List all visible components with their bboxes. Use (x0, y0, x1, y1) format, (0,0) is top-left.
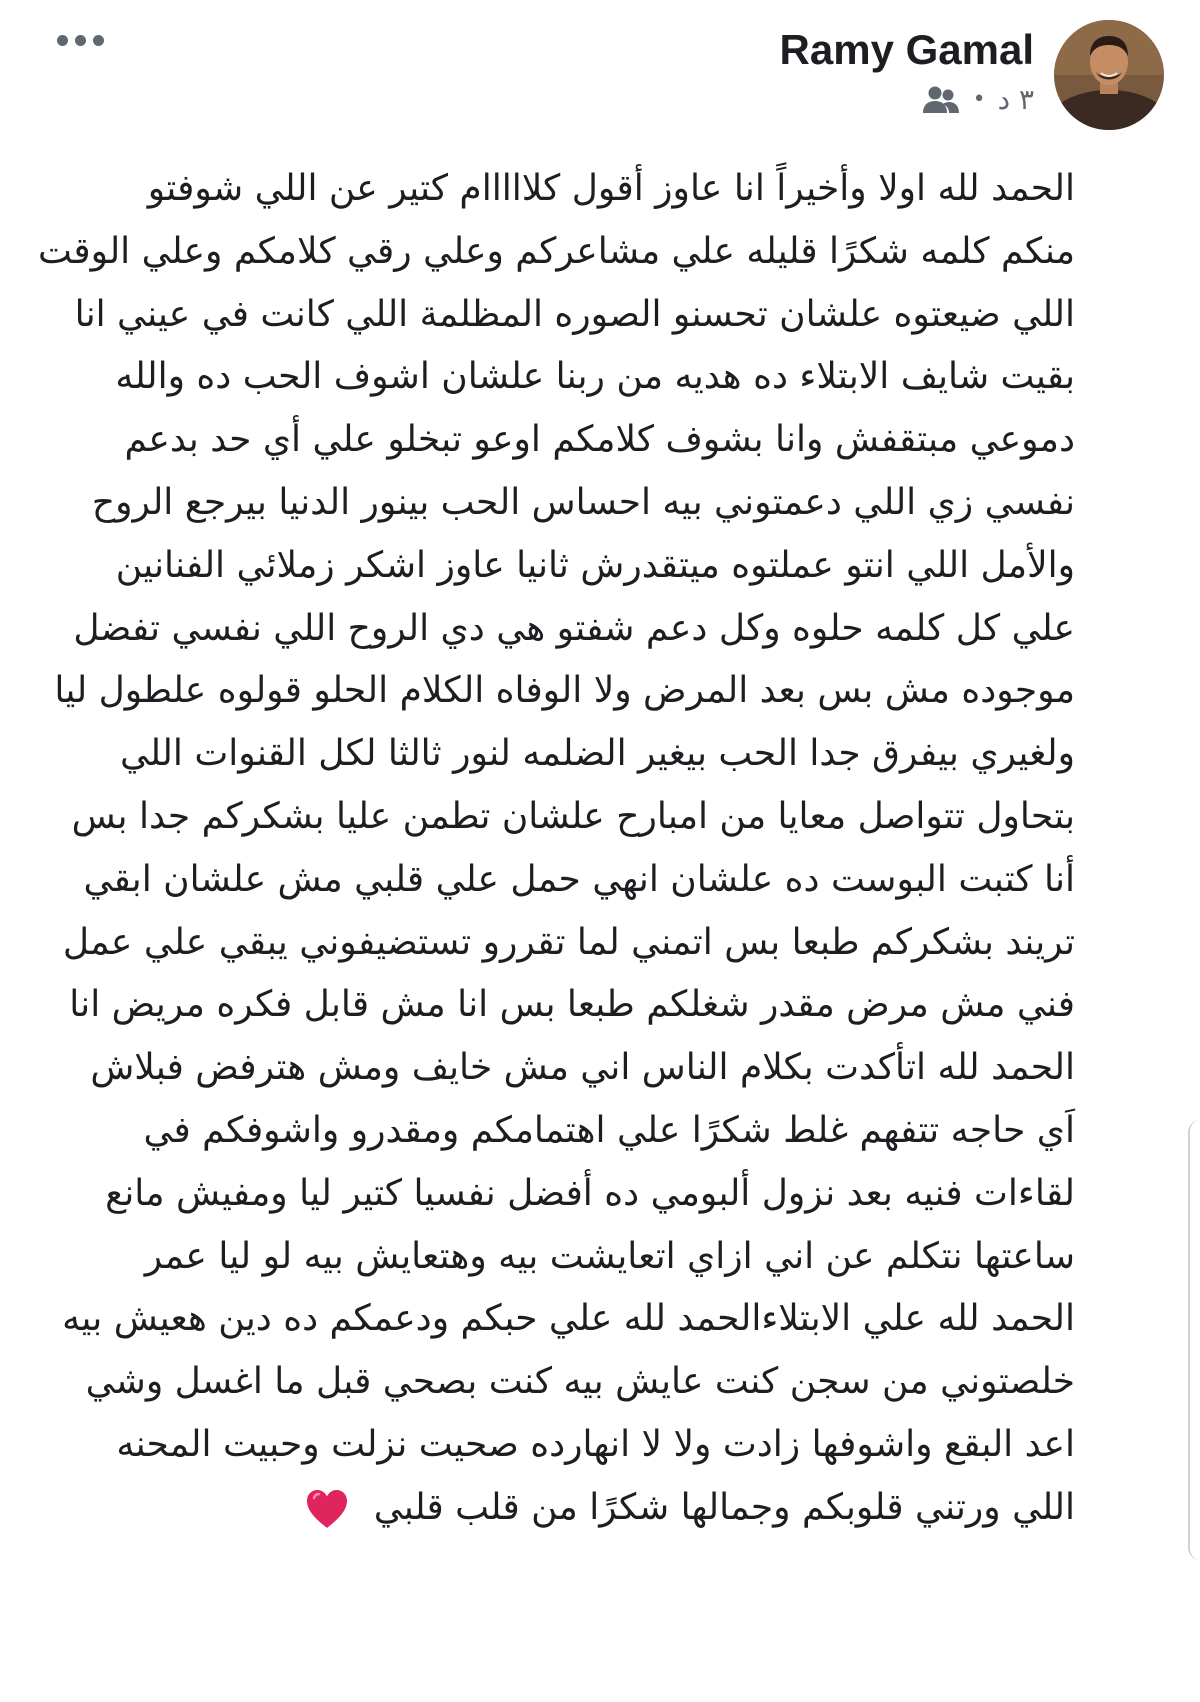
post-meta (921, 84, 1034, 116)
post-line-last (40, 1477, 1075, 1540)
author-name[interactable]: Ramy Gamal (779, 26, 1034, 73)
post-line: تريند بشكركم طبعا بس اتمني لما تقررو تستضيفوني يبقي علي عمل (62, 921, 1075, 963)
post-line: ولغيري بيفرق جدا الحب بيغير الضلمه لنور ثالثا لكل القنوات اللي (119, 733, 1075, 775)
post-line: اعد البقع واشوفها زادت ولا لا انهارده صحيت نزلت وحبيت المحنه (116, 1423, 1075, 1465)
post-line: فني مش مرض مقدر شغلكم طبعا بس انا مش قابل فكره مريض انا (69, 984, 1075, 1026)
post-line: اللي ورتني قلوبكم وجمالها شكرًا من قلب قلبي (373, 1486, 1075, 1528)
post-line: الحمد لله علي الابتلاءالحمد لله علي حبكم ودعمكم ده دين هعيش بيه (62, 1298, 1075, 1340)
more-options-dot (93, 35, 104, 46)
avatar[interactable] (1054, 20, 1164, 130)
post-line: موجوده مش بس بعد المرض ولا الوفاه الكلام الحلو قولوه علطول ليا (54, 670, 1075, 712)
heart-icon (304, 1488, 350, 1530)
post-line: منكم كلمه شكرًا قليله علي مشاعركم وعلي رقي كلامكم وعلي الوقت (38, 230, 1075, 272)
scroll-handle[interactable] (1188, 1120, 1200, 1560)
post-line: اَي حاجه تتفهم غلط شكرًا علي اهتمامكم ومقدرو واشوفكم في (143, 1109, 1075, 1151)
meta-separator: • (972, 87, 986, 112)
more-options-dot (75, 35, 86, 46)
post-line: نفسي زي اللي دعمتوني بيه احساس الحب بينور الدنيا بيرجع الروح (91, 481, 1075, 523)
more-options-icon (57, 35, 68, 46)
post-line: أنا كتبت البوست ده علشان انهي حمل علي قلبي مش علشان ابقي (83, 858, 1075, 900)
post-line: اللي ضيعتوه علشان تحسنو الصوره المظلمة اللي كانت في عيني انا (74, 293, 1075, 335)
post-line: الحمد لله اولا وأخيراً انا عاوز أقول كلااااام كتير عن اللي شوفتو (147, 168, 1075, 209)
friends-icon[interactable] (921, 84, 961, 116)
post-header-text (780, 20, 1034, 116)
post-line: خلصتوني من سجن كنت عايش بيه كنت بصحي قبل ما اغسل وشي (85, 1361, 1075, 1403)
post-text (40, 158, 1075, 1540)
profile-photo (1054, 20, 1164, 130)
post-line: لقاءات فنيه بعد نزول ألبومي ده أفضل نفسيا كتير ليا ومفيش مانع (105, 1172, 1075, 1214)
post-line: دموعي مبتقفش وانا بشوف كلامكم اوعو تبخلو علي أي حد بدعم (124, 419, 1075, 461)
post-time[interactable]: ٣ د (997, 83, 1034, 116)
post-line: علي كل كلمه حلوه وكل دعم شفتو هي دي الروح اللي نفسي تفضل (73, 607, 1075, 649)
post-line: والأمل اللي انتو عملتوه ميتقدرش ثانيا عاوز اشكر زملائي الفنانين (115, 544, 1075, 586)
post-line: بقيت شايف الابتلاء ده هديه من ربنا علشان اشوف الحب ده والله (115, 356, 1075, 398)
post-line: بتحاول تتواصل معايا من امبارح علشان تطمن عليا بشكركم جدا بس (71, 795, 1075, 837)
more-options-button[interactable] (50, 22, 110, 58)
post-header (780, 20, 1164, 130)
post-line: ساعتها نتكلم عن اني ازاي اتعايشت بيه وهتعايش بيه لو ليا عمر (144, 1235, 1075, 1277)
post-line: الحمد لله اتأكدت بكلام الناس اني مش خايف ومش هترفض فبلاش (90, 1047, 1075, 1089)
